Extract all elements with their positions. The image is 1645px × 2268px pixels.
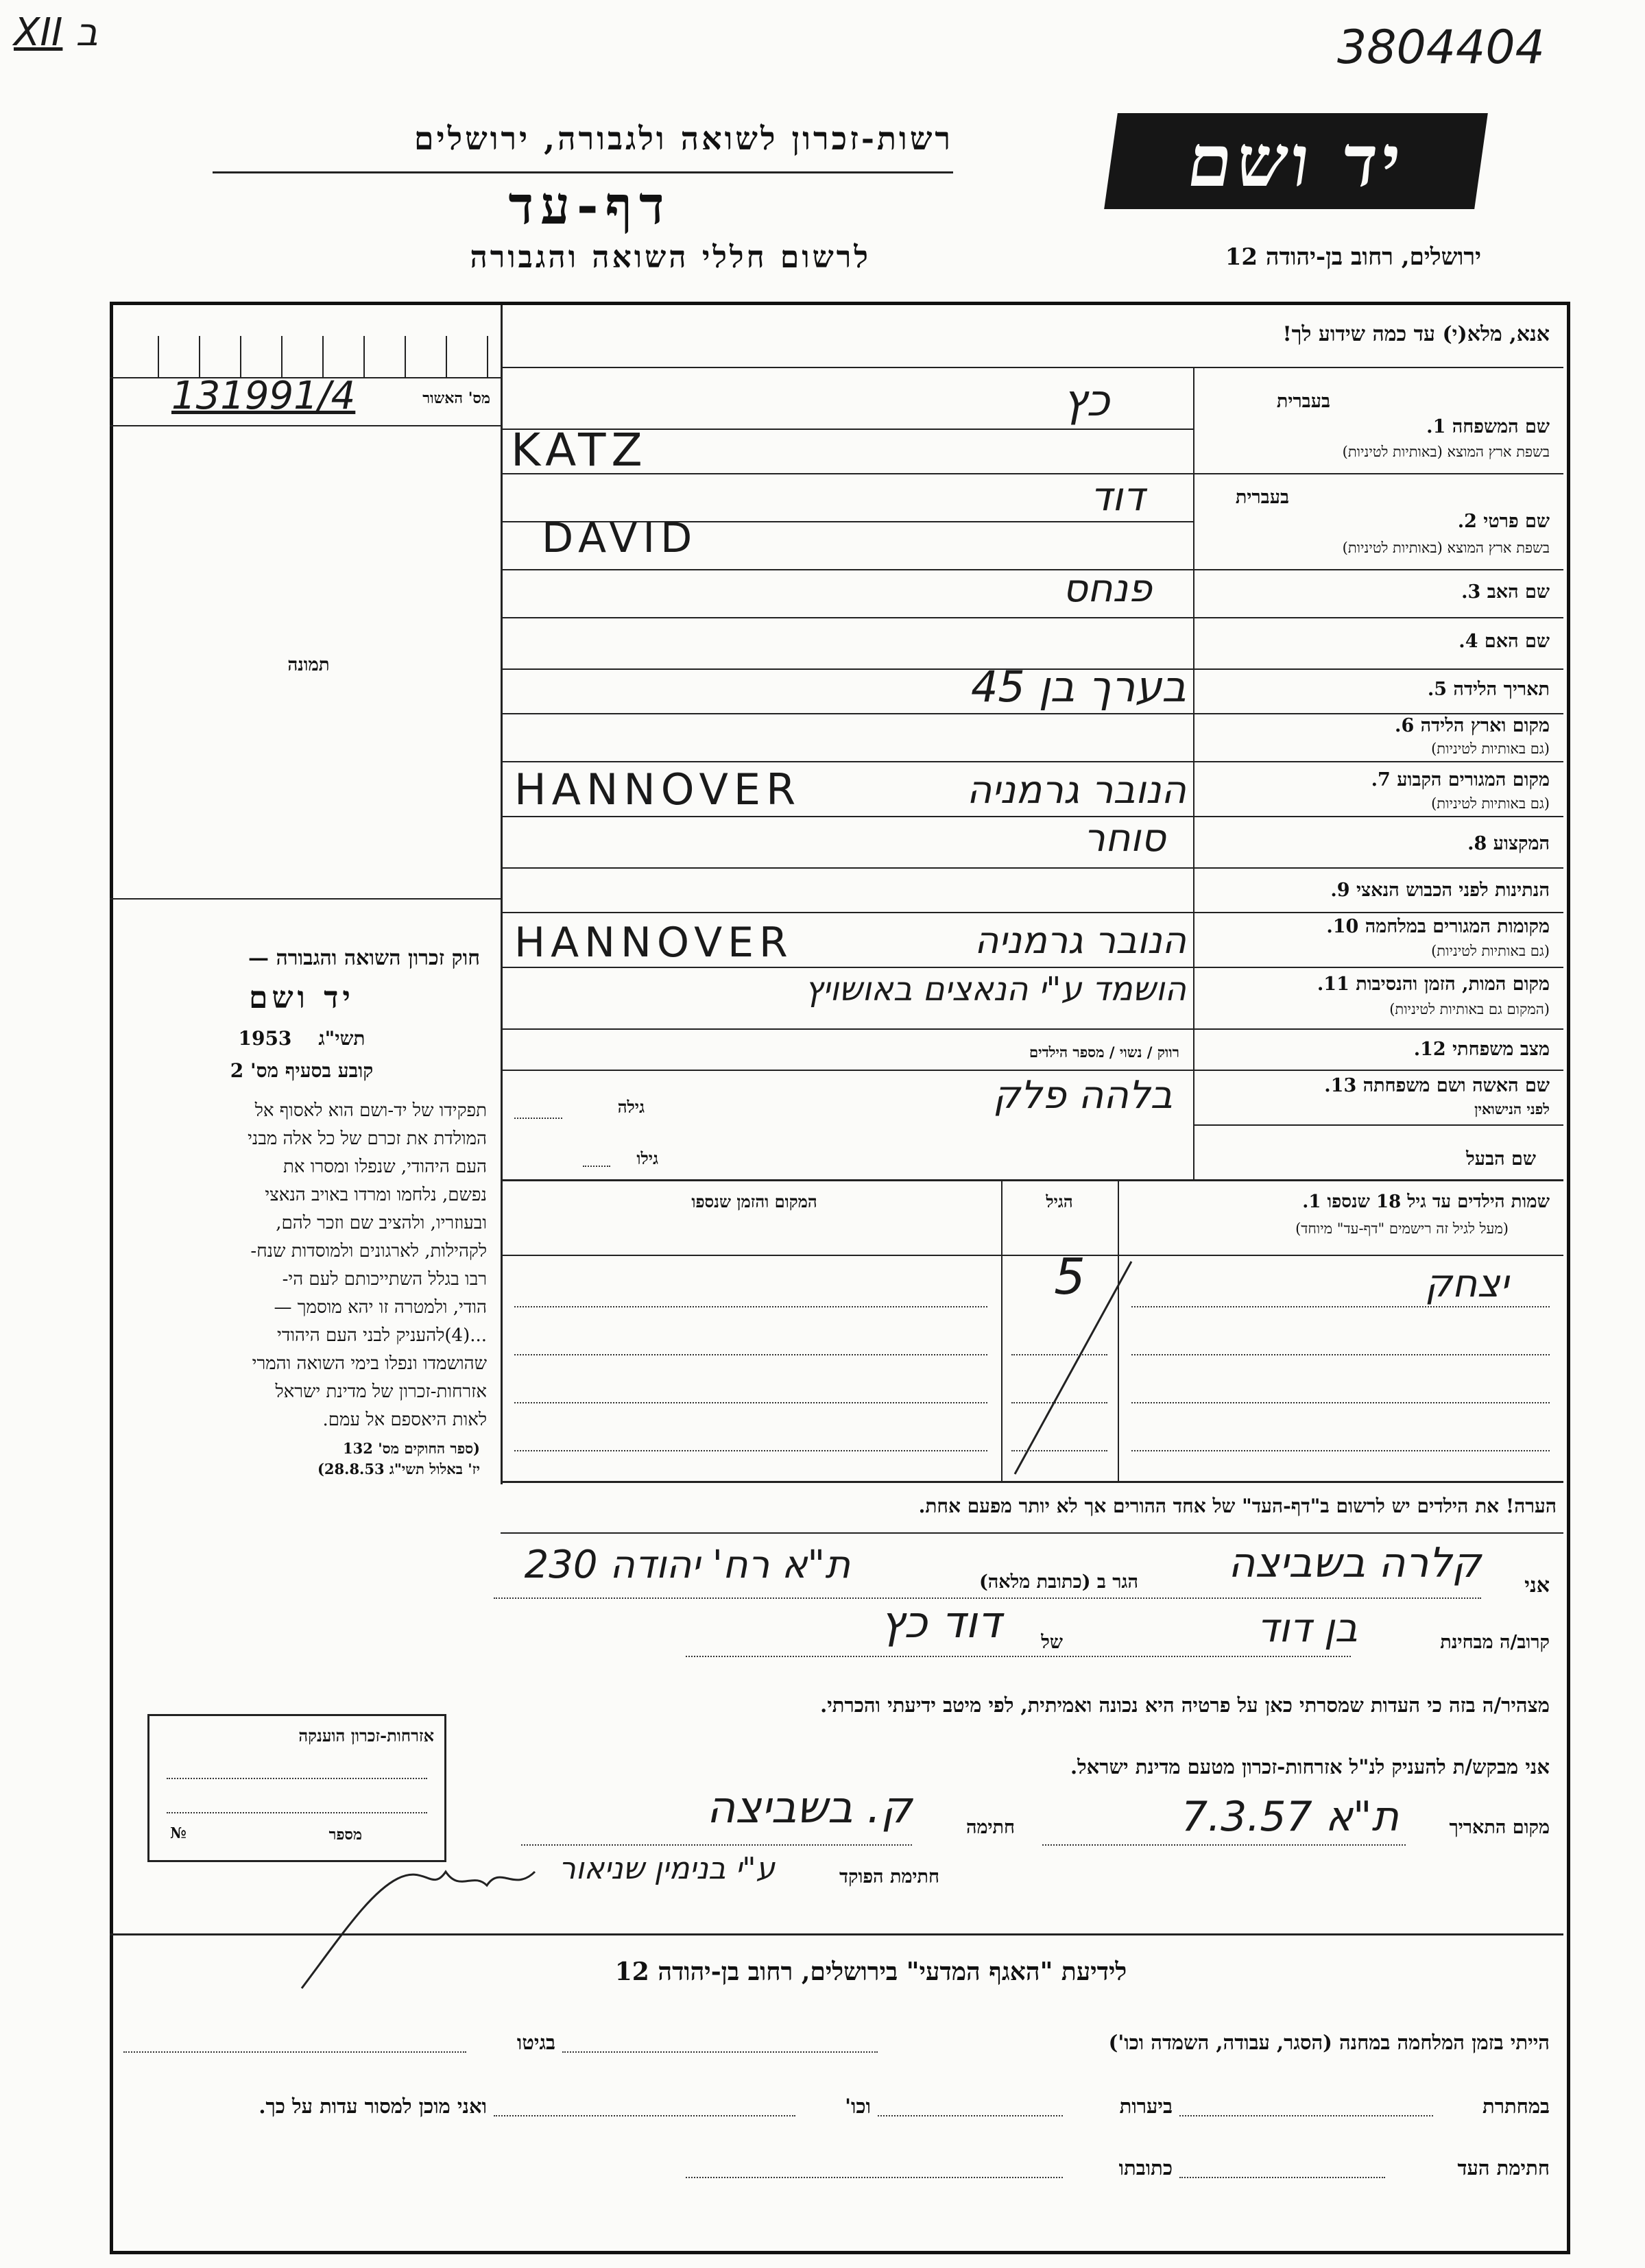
law-heading: חוק זכרון השואה והגבורה —	[248, 946, 480, 970]
bottom-title: לידיעת "האגף המדעי" בירושלים, רחוב בן-יהודה 12	[614, 1957, 1127, 1986]
corner-roman-mark: XII	[14, 10, 63, 55]
law-text	[120, 1097, 487, 1434]
cross-out-stroke	[1001, 1255, 1138, 1481]
marital-options: רווק / נשוי / מספר הילדים	[1029, 1043, 1179, 1061]
children-header-sub: (מעל לגיל זה רישמים "דף-עד" מיוחד)	[1295, 1220, 1509, 1237]
field-7-label-text: מקום המגורים הקבוע	[1397, 769, 1550, 791]
decl-truth: מצהיר/ה בזה כי העדות שמסרתי כאן על פרטיה היא נכונה ואמיתית, לפי מיטב ידיעתי והכרתי.	[820, 1693, 1550, 1717]
decl-signature: ק. בשביצה	[706, 1783, 912, 1833]
field-11-value: הושמד ע"י הנאצים באושויץ	[804, 970, 1186, 1009]
logo-text: יד ושם	[1182, 119, 1410, 203]
field-6-label	[1207, 715, 1550, 736]
field-3-value: פנחס	[1062, 566, 1152, 611]
field-8-num: 8.	[1467, 833, 1487, 854]
corner-mark	[14, 10, 151, 58]
law-line: שהושמדו ונפלו בימי השואה והמרי	[252, 1353, 487, 1374]
field-12-label	[1207, 1039, 1550, 1060]
field-8-value: סוחר	[1083, 816, 1166, 860]
wife-age-label: גילה	[617, 1097, 645, 1117]
field-9-num: 9.	[1330, 880, 1350, 901]
field-2-num: 2.	[1457, 511, 1477, 532]
field-10-value: הנובר גרמניה	[974, 919, 1186, 962]
field-13-num: 13.	[1324, 1075, 1357, 1096]
archive-number: 3804404	[1337, 21, 1545, 75]
field-7-label	[1207, 769, 1550, 791]
field-3-label	[1207, 581, 1550, 603]
field-12-label-text: מצב משפחתי	[1452, 1039, 1550, 1060]
field-10-latin-value: HANNOVER	[514, 919, 793, 967]
law-name: יד ושם	[249, 980, 355, 1015]
decl-of-value: דוד כץ	[880, 1597, 1001, 1648]
field-11-label	[1197, 974, 1550, 995]
field-11-label-text: מקום המות, הזמן והנסיבות	[1356, 974, 1550, 995]
bottom-line1-start: הייתי בזמן המלחמה במחנה (הסגר, עבודה, השמדה וכו')	[1108, 2031, 1550, 2054]
field-6-label-text: מקום וארץ הלידה	[1420, 715, 1550, 736]
field-2-label	[1207, 511, 1550, 532]
children-note: הערה! את הילדים יש לרשום ב"דף-העד" של אחד ההורים אך לא יותר מפעם אחת.	[918, 1495, 1557, 1517]
cert-box	[147, 1714, 446, 1862]
husband-label: שם הבעל	[1466, 1148, 1536, 1170]
field-2-hebrew-value: דוד	[1090, 473, 1145, 520]
field-3-label-text: שם האב	[1487, 581, 1550, 603]
cert-num-symbol: №	[170, 1824, 187, 1842]
field-13-label-text: שם האשה ושם משפחתה	[1362, 1075, 1550, 1096]
authority-line: רשות-זכרון לשואה ולגבורה, ירושלים	[413, 120, 953, 157]
field-6-sub: (גם באותיות לטיניות)	[1431, 740, 1550, 757]
bottom-line1-end: בגיטו	[516, 2031, 555, 2054]
law-line: תפקידו של יד-ושם הוא לאסוף אל	[254, 1100, 487, 1121]
field-1-num: 1.	[1426, 416, 1446, 437]
field-9-label-text: הנתינות לפני הכבוש הנאצי	[1356, 880, 1550, 901]
child-name: יצחק	[1424, 1262, 1509, 1306]
decl-relation-label: קרוב/ה מבחינת	[1440, 1632, 1550, 1653]
cross-out-path	[1015, 1262, 1131, 1474]
law-year-number: 1953	[238, 1027, 292, 1050]
field-7-latin-value: HANNOVER	[514, 764, 802, 815]
field-10-label	[1197, 916, 1550, 937]
child-age: 5	[1054, 1248, 1085, 1305]
children-age-col: הגיל	[1046, 1192, 1073, 1211]
field-1-hebrew-value: כץ	[1063, 376, 1110, 426]
children-place-col: המקום והזמן שנספו	[691, 1192, 817, 1211]
field-4-label	[1207, 631, 1550, 652]
cert-title: אזרחות-זכרון הוענקה	[298, 1726, 434, 1746]
field-11-num: 11.	[1317, 974, 1349, 995]
form-subtitle: לרשום חללי השואה והגבורה	[470, 240, 871, 275]
field-13-sub: לפני הנישואין	[1474, 1100, 1550, 1118]
decl-relation: בן דוד	[1257, 1604, 1358, 1651]
law-line: לאות היאספם אל עמם.	[322, 1410, 487, 1430]
field-2-sub: בשפת ארץ המוצא (באותיות לטיניות)	[1342, 540, 1550, 556]
decl-official-label: חתימת הפוקד	[839, 1866, 939, 1887]
law-source-2: יז' באלול תשי"ג 28.8.53)	[317, 1460, 480, 1477]
law-line: אזרחות-זכרון של מדינת ישראל	[275, 1382, 487, 1402]
field-1-label-text: שם המשפחה	[1452, 416, 1550, 437]
law-line: ...(4)להעניק לבני העם היהודי	[277, 1325, 487, 1346]
field-12-num: 12.	[1413, 1039, 1446, 1060]
bottom-line2-c: וכו'	[845, 2095, 871, 2118]
law-line: לקהילות, לארגונים ולמוסדות שנח-	[250, 1241, 487, 1262]
field-9-label	[1207, 880, 1550, 901]
field-8-label	[1207, 833, 1550, 854]
children-header-num: 1.	[1302, 1192, 1321, 1212]
field-5-num: 5.	[1427, 679, 1448, 700]
field-7-value: הנובר גרמניה	[966, 768, 1186, 812]
photo-label: תמונה	[287, 655, 330, 675]
field-5-value: בערך בן 45	[970, 662, 1186, 712]
field-6-num: 6.	[1395, 715, 1415, 736]
law-line: רבו בגלל השתייכותם לעם הי-	[282, 1269, 487, 1290]
field-13-label	[1197, 1075, 1550, 1096]
bottom-line2-a: במחתרת	[1482, 2095, 1550, 2118]
law-line: ובעוזריו, ולהציב שם וזכר להם,	[276, 1213, 487, 1233]
field-1-label	[1207, 416, 1550, 437]
bottom-line2-end: ואני מוכן למסור עדות על כך.	[259, 2095, 487, 2118]
decl-resident-label: הגר ב (כתובת מלאה)	[978, 1571, 1138, 1593]
law-year	[123, 1027, 480, 1050]
decl-place-date-label: מקום התאריך	[1449, 1817, 1550, 1838]
decl-name: קלרה בשביצה	[1228, 1539, 1481, 1587]
bottom-line2-b: ביערות	[1119, 2095, 1173, 2118]
registration-value: 131991/4	[171, 374, 356, 418]
children-header-text: שמות הילדים עד גיל 18 שנספו	[1327, 1192, 1550, 1212]
children-header	[1125, 1192, 1550, 1212]
law-line: העם היהודי, שנפלו ומסרו את	[283, 1157, 487, 1177]
decl-ani: אני	[1524, 1573, 1550, 1597]
law-line: המולדת את זכרם של כל אלה מבני	[248, 1129, 487, 1149]
field-7-sub: (גם באותיות לטיניות)	[1431, 795, 1550, 812]
form-title: דף-עד	[508, 175, 671, 236]
decl-place-date: ת"א 7.3.57	[1181, 1793, 1399, 1841]
field-10-label-text: מקומות המגורים במלחמה	[1365, 916, 1550, 937]
decl-request: אני מבקש/ת להעניק לנ"ל אזרחות-זכרון מטעם מדינת ישראל.	[1070, 1755, 1550, 1778]
field-2-label-text: שם פרטי	[1483, 511, 1550, 532]
field-1-hebrew-tag: בעברית	[1276, 391, 1330, 412]
law-line: הודי, ולמטרה זו יהא מוסמך —	[274, 1297, 487, 1318]
field-10-sub: (גם באותיות לטיניות)	[1431, 943, 1550, 959]
field-4-num: 4.	[1458, 631, 1478, 652]
field-5-label	[1207, 679, 1550, 700]
field-4-label-text: שם האם	[1484, 631, 1550, 652]
field-7-num: 7.	[1371, 769, 1391, 791]
law-year-hebrew: תשי"ג	[318, 1027, 365, 1050]
field-2-latin-value: DAVID	[542, 514, 698, 562]
decl-of-label: של	[1041, 1632, 1063, 1653]
yad-vashem-logo	[1104, 113, 1488, 209]
decl-address: ת"א רח' יהודה 230	[524, 1543, 850, 1587]
instructions: אנא, מלא(י) עד כמה שידוע לך!	[1282, 322, 1550, 346]
law-source-1: (ספר החוקים מס' 132	[343, 1440, 480, 1457]
field-5-label-text: תאריך הלידה	[1453, 679, 1550, 700]
decl-signature-label: חתימה	[965, 1817, 1015, 1838]
law-section: קובע בסעיף מס' 2	[230, 1059, 374, 1082]
decl-official-signature: ע"י בנימין שניאור	[558, 1851, 775, 1886]
bottom-line3-a: חתימת העד	[1457, 2156, 1550, 2180]
corner-hebrew-mark: ב	[75, 10, 98, 55]
cert-number-label: מספר	[328, 1826, 362, 1844]
husband-age-label: גילו	[636, 1148, 658, 1168]
field-1-sub: בשפת ארץ המוצא (באותיות לטיניות)	[1342, 444, 1550, 460]
field-13-value: בלהה פלק	[993, 1073, 1173, 1118]
field-11-sub: (המקום גם באותיות לטיניות)	[1389, 1001, 1550, 1017]
field-2-hebrew-tag: בעברית	[1235, 487, 1289, 508]
registration-label: מס' האשור	[422, 389, 490, 407]
field-10-num: 10.	[1326, 916, 1359, 937]
field-8-label-text: המקצוע	[1493, 833, 1550, 854]
law-line: נפשם, נלחמו ומרדו באויב הנאצי	[265, 1185, 487, 1205]
field-3-num: 3.	[1461, 581, 1481, 603]
field-1-latin-value: KATZ	[511, 424, 648, 476]
address-line: ירושלים, רחוב בן-יהודה 12	[1225, 243, 1481, 271]
bottom-line3-b: כתובתו	[1118, 2156, 1173, 2180]
